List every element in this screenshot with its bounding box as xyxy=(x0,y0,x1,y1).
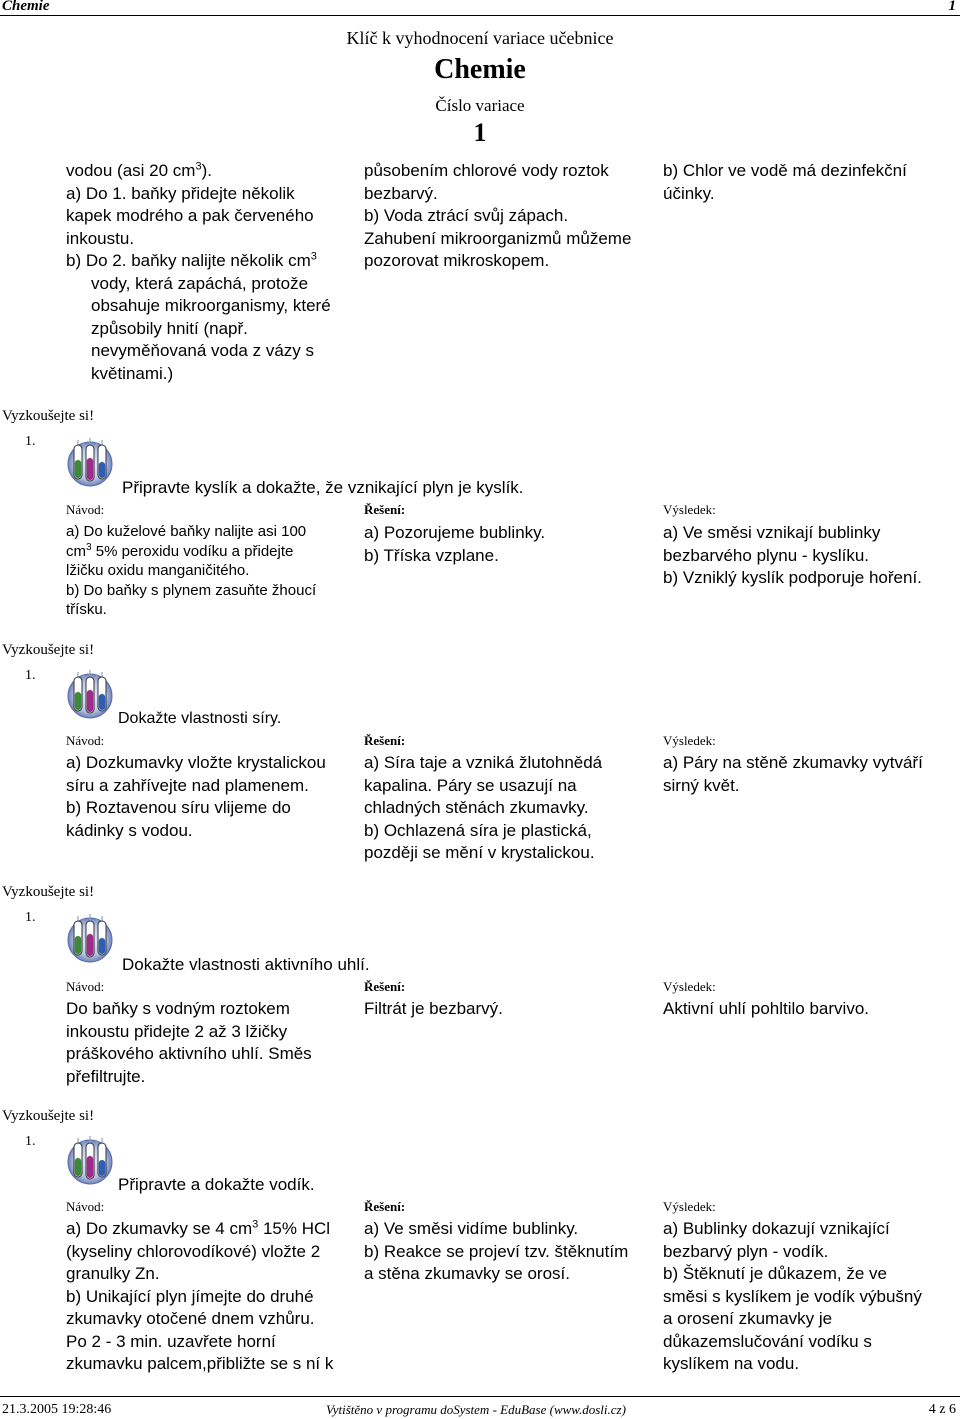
vysledek-label: Výsledek: xyxy=(663,979,716,994)
task-navod: Do baňky s vodným roztokem inkoustu přidejte 2 až 3 lžičky práškového aktivního uhlí. Směs přefiltrujte. xyxy=(66,999,312,1086)
task-reseni: Filtrát je bezbarvý. xyxy=(364,999,503,1018)
task-title: Dokažte vlastnosti aktivního uhlí. xyxy=(122,955,370,974)
reseni-label: Řešení: xyxy=(364,1199,406,1214)
task-vysledek: a) Páry na stěně zkumavky vytváří sirný květ. xyxy=(663,753,923,795)
reseni-label: Řešení: xyxy=(364,733,406,748)
document-subtitle: Klíč k vyhodnocení variace učebnice xyxy=(346,28,614,48)
variant-number: 1 xyxy=(473,118,487,147)
variant-label: Číslo variace xyxy=(435,96,525,115)
task-navod: a) Do zkumavky se 4 $cm^3$ 15% HCl (kyseliny chlorovodíkové) vložte 2 granulky Zn. b) Unikající plyn jímejte do druhé zkumavky otočené dnem vzhůru. Po 2 - 3 min. uzavřete horní zkumavku palcem,přibližte se s ní k xyxy=(66,1218,334,1373)
reseni-label: Řešení: xyxy=(364,502,406,517)
navod-label: Návod: xyxy=(66,979,105,994)
task-title: Připravte a dokažte vodík. xyxy=(118,1175,315,1194)
test-tubes-icon xyxy=(64,912,116,964)
document-title: Chemie xyxy=(434,54,526,85)
navod-label: Návod: xyxy=(66,1199,105,1214)
task-number: 1. xyxy=(25,1134,36,1149)
footer-date: 21.3.2005 19:28:46 xyxy=(2,1402,112,1417)
test-tubes-icon xyxy=(64,668,116,720)
continuation-col2: působením chlorové vody roztok bezbarvý. b) Voda ztrácí svůj zápach. Zahubení mikroorganizmů můžeme pozorovat mikroskopem. xyxy=(364,161,632,270)
task-navod: a) Dozkumavky vložte krystalickou síru a zahřívejte nad plamenem. b) Roztavenou síru vlijeme do kádinky s vodou. xyxy=(66,753,326,840)
task-number: 1. xyxy=(25,434,36,449)
footer-printed: Vytištěno v programu doSystem - EduBase (www.dosli.cz) xyxy=(326,1402,626,1417)
try-heading: Vyzkoušejte si! xyxy=(2,884,95,900)
task-number: 1. xyxy=(25,668,36,683)
vysledek-label: Výsledek: xyxy=(663,1199,716,1214)
test-tubes-icon xyxy=(64,436,116,488)
vysledek-label: Výsledek: xyxy=(663,502,716,517)
footer-page: 4 z 6 xyxy=(928,1402,956,1417)
task-vysledek: a) Ve směsi vznikají bublinky bezbarvého plynu - kyslíku. b) Vzniklý kyslík podporuje hoření. xyxy=(663,523,922,587)
try-heading: Vyzkoušejte si! xyxy=(2,642,95,658)
reseni-label: Řešení: xyxy=(364,979,406,994)
try-heading: Vyzkoušejte si! xyxy=(2,1108,95,1124)
running-header xyxy=(0,0,960,16)
test-tubes-icon xyxy=(64,1134,116,1186)
running-header-left: Chemie xyxy=(2,0,50,14)
task-title: Připravte kyslík a dokažte, že vznikající plyn je kyslík. xyxy=(122,478,524,497)
continuation-col1: vodou (asi 20 $cm^3$). a) Do 1. baňky přidejte několik kapek modrého a pak červeného inkoustu. b) Do 2. baňky nalijte několik $cm^3$ vody, která zapáchá, protože obsahuje mikroorganismy, které způsobily hnití (např. nevyměňovaná voda z vázy s květinami.) xyxy=(66,160,331,383)
task-vysledek: a) Bublinky dokazují vznikající bezbarvý plyn - vodík. b) Štěknutí je důkazem, že ve směsi s kyslíkem je vodík výbušný a orosení zkumavky je důkazemslučování vodíku s kyslíkem na vodu. xyxy=(663,1219,922,1373)
vysledek-label: Výsledek: xyxy=(663,733,716,748)
try-heading: Vyzkoušejte si! xyxy=(2,408,95,424)
running-header-right: 1 xyxy=(948,0,956,14)
task-reseni: a) Pozorujeme bublinky. b) Tříska vzplane. xyxy=(364,523,546,565)
task-reseni: a) Ve směsi vidíme bublinky. b) Reakce se projeví tzv. štěknutím a stěna zkumavky se orosí. xyxy=(364,1219,629,1283)
continuation-col3: b) Chlor ve vodě má dezinfekční účinky. xyxy=(663,161,907,203)
task-navod: a) Do kuželové baňky nalijte asi 100 $cm^3$ 5% peroxidu vodíku a přidejte lžičku oxidu manganičitého. b) Do baňky s plynem zasuňte žhoucí třísku. xyxy=(66,523,317,618)
task-title: Dokažte vlastnosti síry. xyxy=(118,710,282,727)
navod-label: Návod: xyxy=(66,733,105,748)
navod-label: Návod: xyxy=(66,502,105,517)
task-vysledek: Aktivní uhlí pohltilo barvivo. xyxy=(663,999,869,1018)
page-footer xyxy=(0,1396,960,1419)
task-number: 1. xyxy=(25,910,36,925)
task-reseni: a) Síra taje a vzniká žlutohnědá kapalina. Páry se usazují na chladných stěnách zkumavky. b) Ochlazená síra je plastická, později se mění v krystalickou. xyxy=(364,753,603,862)
